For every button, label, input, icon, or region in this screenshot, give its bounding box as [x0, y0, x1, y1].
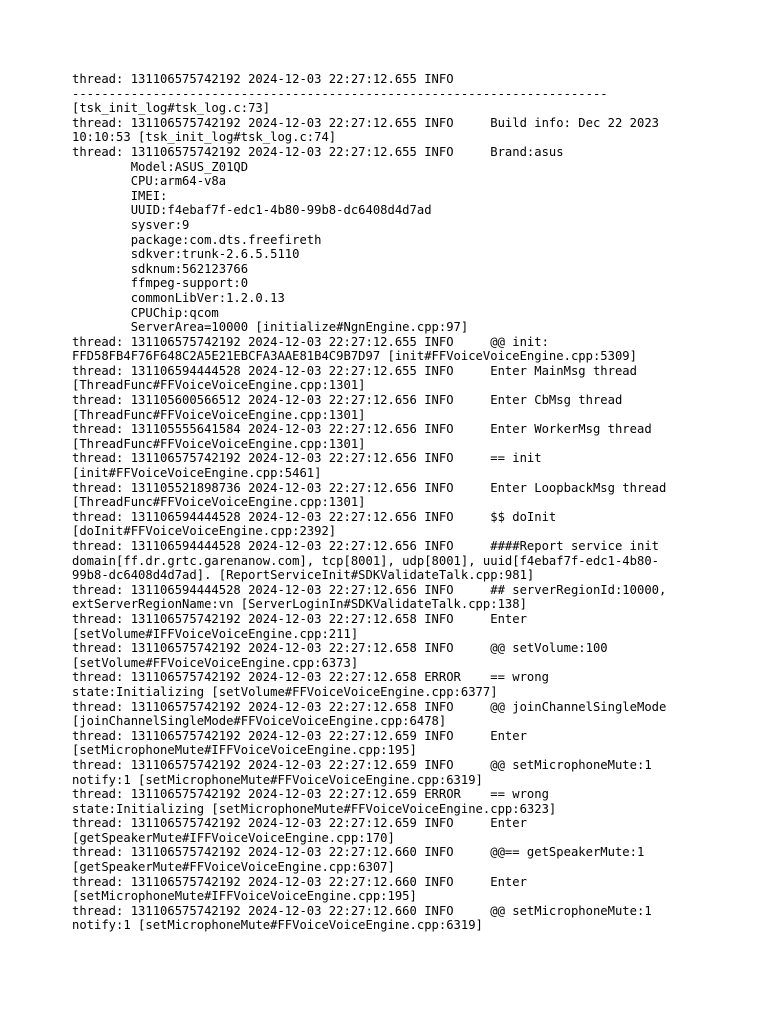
log-line: thread: 131106575742192 2024-12-03 22:27:12.655 INFO Build info: Dec 22 2023 [72, 115, 659, 130]
log-line: FFD58FB4F76F648C2A5E21EBCFA3AAE81B4C9B7D97 [init#FFVoiceVoiceEngine.cpp:5309] [72, 349, 637, 364]
log-line: thread: 131106594444528 2024-12-03 22:27:12.656 INFO ####Report service init [72, 539, 659, 553]
log-line: [init#FFVoiceVoiceEngine.cpp:5461] [72, 466, 322, 481]
log-line: thread: 131106575742192 2024-12-03 22:27:12.655 INFO [72, 72, 454, 86]
log-line: CPUChip:qcom [72, 305, 219, 320]
log-line: [doInit#FFVoiceVoiceEngine.cpp:2392] [72, 524, 337, 539]
log-line: package:com.dts.freefireth [72, 232, 322, 247]
log-line: thread: 131105521898736 2024-12-03 22:27:12.656 INFO Enter LoopbackMsg thread [72, 480, 667, 495]
log-line: thread: 131106594444528 2024-12-03 22:27:12.655 INFO Enter MainMsg thread [72, 363, 637, 378]
log-line: thread: 131106575742192 2024-12-03 22:27:12.659 ERROR == wrong [72, 787, 549, 802]
log-line: [getSpeakerMute#IFFVoiceVoiceEngine.cpp:170] [72, 830, 395, 845]
log-line: thread: 131106575742192 2024-12-03 22:27:12.660 INFO Enter [72, 874, 527, 889]
log-line: [ThreadFunc#FFVoiceVoiceEngine.cpp:1301] [72, 495, 366, 510]
log-line: IMEI: [72, 188, 168, 203]
log-line: thread: 131105555641584 2024-12-03 22:27:12.656 INFO Enter WorkerMsg thread [72, 422, 652, 437]
log-line: commonLibVer:1.2.0.13 [72, 290, 285, 305]
log-line: ffmpeg-support:0 [72, 276, 249, 291]
log-line: thread: 131106575742192 2024-12-03 22:27:12.658 INFO Enter [72, 611, 527, 626]
log-line: [joinChannelSingleMode#FFVoiceVoiceEngine.cpp:6478] [72, 714, 447, 729]
log-line: thread: 131106575742192 2024-12-03 22:27:12.658 ERROR == wrong [72, 670, 549, 685]
log-line: sdknum:562123766 [72, 261, 249, 276]
log-line: thread: 131106575742192 2024-12-03 22:27:12.659 INFO @@ setMicrophoneMute:1 [72, 757, 652, 772]
log-line: 10:10:53 [tsk_init_log#tsk_log.c:74] [72, 130, 337, 145]
log-line: thread: 131106575742192 2024-12-03 22:27:12.659 INFO Enter [72, 816, 527, 831]
log-text-block [72, 72, 692, 933]
log-line: thread: 131106575742192 2024-12-03 22:27:12.660 INFO @@== getSpeakerMute:1 [72, 845, 645, 860]
log-line: thread: 131105600566512 2024-12-03 22:27:12.656 INFO Enter CbMsg thread [72, 393, 623, 408]
log-line: [tsk_init_log#tsk_log.c:73] [72, 101, 271, 116]
log-line: thread: 131106575742192 2024-12-03 22:27:12.659 INFO Enter [72, 728, 527, 743]
log-line: [getSpeakerMute#FFVoiceVoiceEngine.cpp:6307] [72, 860, 395, 875]
log-line: [setMicrophoneMute#IFFVoiceVoiceEngine.cpp:195] [72, 889, 417, 904]
log-line: ------------------------------------------------------------------------- [72, 86, 608, 101]
log-line: UUID:f4ebaf7f-edc1-4b80-99b8-dc6408d4d7ad [72, 203, 432, 218]
log-line: [setMicrophoneMute#IFFVoiceVoiceEngine.cpp:195] [72, 743, 417, 758]
log-line: state:Initializing [setVolume#FFVoiceVoiceEngine.cpp:6377] [72, 684, 498, 699]
log-line: thread: 131106575742192 2024-12-03 22:27:12.655 INFO @@ init: [72, 334, 549, 349]
log-line: ServerArea=10000 [initialize#NgnEngine.cpp:97] [72, 320, 469, 335]
log-line: extServerRegionName:vn [ServerLoginIn#SDKValidateTalk.cpp:138] [72, 597, 527, 612]
log-line: [setVolume#IFFVoiceVoiceEngine.cpp:211] [72, 626, 359, 641]
log-line: Model:ASUS_Z01QD [72, 159, 249, 174]
log-line: sysver:9 [72, 217, 190, 232]
log-line: [setVolume#FFVoiceVoiceEngine.cpp:6373] [72, 655, 359, 670]
log-line: thread: 131106594444528 2024-12-03 22:27:12.656 INFO ## serverRegionId:10000, [72, 582, 667, 597]
log-line: 99b8-dc6408d4d7ad]. [ReportServiceInit#SDKValidateTalk.cpp:981] [72, 568, 535, 583]
log-line: state:Initializing [setMicrophoneMute#FFVoiceVoiceEngine.cpp:6323] [72, 801, 557, 816]
log-line: domain[ff.dr.grtc.garenanow.com], tcp[8001], udp[8001], uuid[f4ebaf7f-edc1-4b80- [72, 553, 659, 568]
log-line: thread: 131106575742192 2024-12-03 22:27:12.655 INFO Brand:asus [72, 144, 564, 159]
log-line: [ThreadFunc#FFVoiceVoiceEngine.cpp:1301] [72, 436, 366, 451]
log-line: thread: 131106594444528 2024-12-03 22:27:12.656 INFO $$ doInit [72, 509, 557, 524]
log-line: thread: 131106575742192 2024-12-03 22:27:12.658 INFO @@ joinChannelSingleMode [72, 699, 667, 714]
log-line: thread: 131106575742192 2024-12-03 22:27:12.660 INFO @@ setMicrophoneMute:1 [72, 903, 652, 918]
log-line: notify:1 [setMicrophoneMute#FFVoiceVoiceEngine.cpp:6319] [72, 772, 483, 787]
log-line: sdkver:trunk-2.6.5.5110 [72, 247, 300, 262]
log-line: CPU:arm64-v8a [72, 174, 227, 189]
log-line: [ThreadFunc#FFVoiceVoiceEngine.cpp:1301] [72, 407, 366, 422]
log-line: notify:1 [setMicrophoneMute#FFVoiceVoiceEngine.cpp:6319] [72, 918, 483, 933]
log-line: thread: 131106575742192 2024-12-03 22:27:12.658 INFO @@ setVolume:100 [72, 641, 608, 656]
log-line: [ThreadFunc#FFVoiceVoiceEngine.cpp:1301] [72, 378, 366, 393]
log-line: thread: 131106575742192 2024-12-03 22:27:12.656 INFO == init [72, 451, 542, 466]
